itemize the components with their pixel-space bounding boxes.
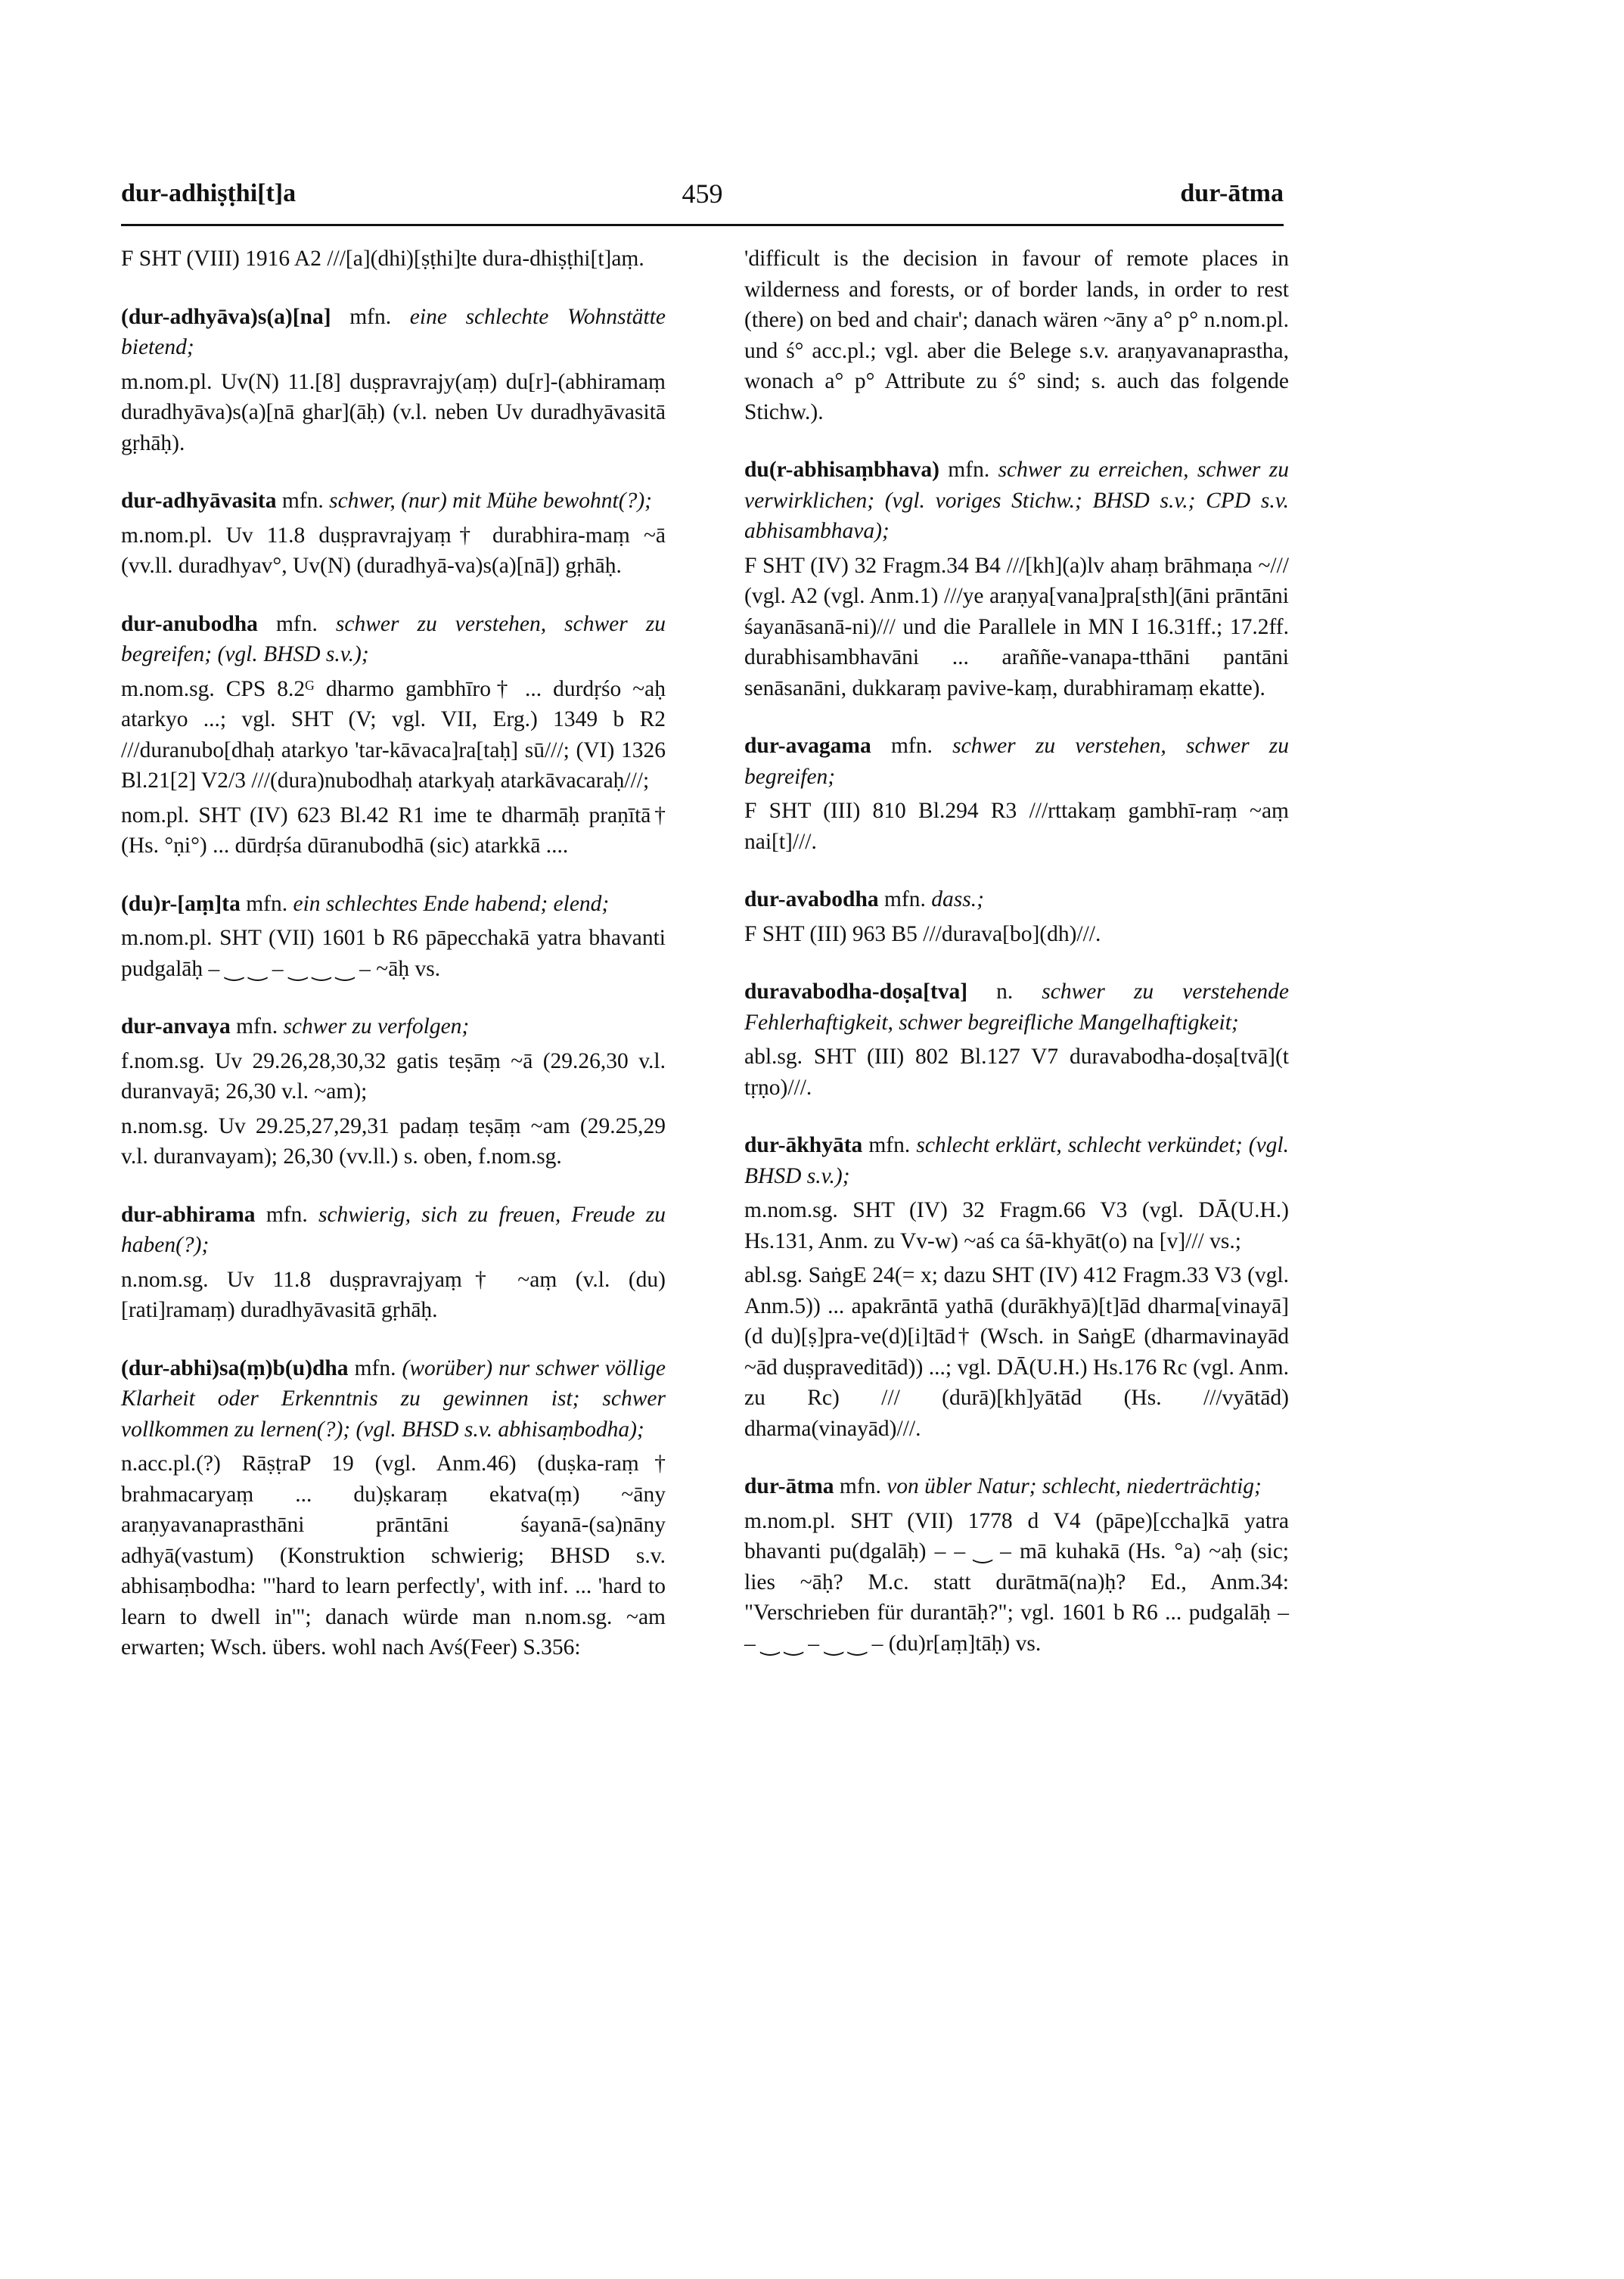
citation-text: F SHT (III) 963 B5 ///durava[bo](dh)///. xyxy=(744,921,1101,946)
entry-lemma-line xyxy=(121,302,666,363)
left-column xyxy=(121,244,666,1691)
running-head-right: dur-ātma xyxy=(1180,179,1284,207)
part-of-speech: mfn. xyxy=(236,1014,278,1039)
part-of-speech: mfn. xyxy=(275,611,318,636)
dictionary-entry xyxy=(121,1200,666,1326)
citation-text: nom.pl. SHT (IV) 623 Bl.42 R1 ime te dharmāḥ praṇītā† (Hs. °ṇi°) ... dūrdṛśa dūranubodhā (sic) atarkkā .... xyxy=(121,803,666,858)
dictionary-entry xyxy=(121,1353,666,1663)
headword: (dur-abhi)sa(ṃ)b(u)dha xyxy=(121,1355,349,1380)
citation-text: f.nom.sg. Uv 29.26,28,30,32 gatis teṣāṃ ~ā (29.26,30 v.l. duranvayā; 26,30 v.l. ~am); xyxy=(121,1048,666,1104)
definition: von übler Natur; schlecht, niederträchtig; xyxy=(887,1474,1262,1498)
citation-text: m.nom.sg. CPS 8.2ᴳ dharmo gambhīro† ... durdṛśo ~aḥ atarkyo ...; vgl. SHT (V; vgl. VII, Erg.) 1349 b R2 ///duranubo[dhaḥ atarkyo 'tar-kāvaca]ra[taḥ] sū///; (VI) 1326 Bl.21[2] V2/3 ///(dura)nubodhaḥ atarkyaḥ atarkāvacaraḥ///; xyxy=(121,676,666,793)
part-of-speech: mfn. xyxy=(883,887,926,911)
definition: schwierig, sich zu freuen, Freude zu haben(?); xyxy=(121,1202,666,1257)
definition: schwer zu erreichen, schwer zu verwirklichen; (vgl. voriges Stichw.; BHSD s.v.; CPD s.v. abhisambhava); xyxy=(744,458,1289,543)
dictionary-entry xyxy=(744,1130,1289,1444)
entry-lemma-line xyxy=(744,455,1289,547)
entry-lemma-line xyxy=(744,1130,1289,1191)
headword: dur-avagama xyxy=(744,734,871,758)
dictionary-entry xyxy=(744,1471,1289,1659)
citation-text: m.nom.pl. Uv 11.8 duṣpravrajyaṃ† durabhira-maṃ ~ā (vv.ll. duradhyav°, Uv(N) (duradhyā-va)s(a)[nā]) gṛhāḥ. xyxy=(121,523,666,578)
citation-text: m.nom.pl. Uv(N) 11.[8] duṣpravrajy(aṃ) du[r]-(abhiramaṃ duradhyāva)s(a)[nā ghar](āḥ) (v.l. neben Uv duradhyāvasitā gṛhāḥ). xyxy=(121,369,666,455)
citation-text: F SHT (IV) 32 Fragm.34 B4 ///[kh](a)lv ahaṃ brāhmaṇa ~/// (vgl. A2 (vgl. Anm.1) ///ye araṇya[vana]pra[sth](āni prāntāni śayanāsanā-ni)/// und die Parallele in MN I 16.31ff.; 17.2ff. durabhisambhavāni ... araññe-vanapa-tthāni pantāni senāsanāni, dukkaraṃ pavive-kaṃ, durabhiramaṃ ekatte). xyxy=(744,553,1289,700)
entry-lemma-line xyxy=(121,889,666,920)
definition: schwer zu verstehen, schwer zu begreifen; (vgl. BHSD s.v.); xyxy=(121,611,666,666)
citation-text: abl.sg. SHT (III) 802 Bl.127 V7 duravabodha-doṣa[tvā](t tṛṇo)///. xyxy=(744,1045,1289,1100)
part-of-speech: mfn. xyxy=(354,1355,396,1380)
entry-lemma-line xyxy=(744,976,1289,1038)
dictionary-entry xyxy=(121,889,666,985)
definition: schwer zu verstehen, schwer zu begreifen; xyxy=(744,734,1290,789)
definition: ein schlechtes Ende habend; elend; xyxy=(293,891,610,916)
dictionary-entry xyxy=(121,244,666,275)
definition: (worüber) nur schwer völlige Klarheit oder Erkenntnis zu gewinnen ist; schwer vollkommen zu lernen(?); (vgl. BHSD s.v. abhisaṃbodha); xyxy=(121,1355,666,1442)
part-of-speech: mfn. xyxy=(246,891,288,916)
dictionary-entry xyxy=(744,884,1289,949)
part-of-speech: mfn. xyxy=(839,1474,881,1498)
dictionary-entry xyxy=(744,976,1289,1103)
headword: dur-adhyāvasita xyxy=(121,489,277,513)
right-column xyxy=(744,244,1289,1686)
entry-lemma-line xyxy=(744,731,1289,792)
citation-text: F SHT (VIII) 1916 A2 ///[a](dhi)[ṣṭhi]te dura-dhiṣṭhi[t]aṃ. xyxy=(121,247,644,271)
dictionary-entry xyxy=(121,486,666,582)
part-of-speech: mfn. xyxy=(890,734,933,758)
dictionary-entry xyxy=(744,244,1289,427)
definition: eine schlechte Wohnstätte bietend; xyxy=(121,304,666,359)
dictionary-entry xyxy=(121,302,666,459)
headword: dur-abhirama xyxy=(121,1202,256,1227)
entry-lemma-line xyxy=(121,1200,666,1261)
entry-lemma-line xyxy=(121,486,666,517)
entry-lemma-line xyxy=(744,884,1289,915)
definition: dass.; xyxy=(931,887,984,911)
definition: schwer zu verstehende Fehlerhaftigkeit, schwer begreifliche Mangelhaftigkeit; xyxy=(744,980,1289,1035)
headword: (du)r-[aṃ]ta xyxy=(121,891,241,916)
citation-text: n.acc.pl.(?) RāṣṭraP 19 (vgl. Anm.46) (duṣka-raṃ† brahmacaryaṃ ... du)ṣkaraṃ ekatva(ṃ) ~āny araṇyavanaprasthāni prāntāni śayanā-(sa)nāny adhyā(vastum) (Konstruktion schwierig; BHSD s.v. abhisaṃbodha: "'hard to learn perfectly', with inf. ... 'hard to learn to dwell in'"; danach würde man n.nom.sg. ~am erwarten; Wsch. übers. wohl nach Avś(Feer) S.356: xyxy=(121,1452,666,1660)
citation-text: 'difficult is the decision in favour of remote places in wilderness and forests, or of border lands, in order to rest (there) on bed and chair'; danach wären ~āny a° p° n.nom.pl. und ś° acc.pl.; vgl. aber die Belege s.v. araṇyavanaprastha, wonach a° p° Attribute zu ś° sind; s. auch das folgende Stichw.). xyxy=(744,247,1289,424)
citation-text: m.nom.sg. SHT (IV) 32 Fragm.66 V3 (vgl. DĀ(U.H.) Hs.131, Anm. zu Vv-w) ~aś ca śā-khyāt(o) na [v]/// vs.; xyxy=(744,1198,1289,1253)
part-of-speech: mfn. xyxy=(868,1133,911,1157)
headword: dur-ātma xyxy=(744,1474,834,1498)
headword: (dur-adhyāva)s(a)[na] xyxy=(121,304,331,329)
headword: dur-anvaya xyxy=(121,1014,231,1039)
entry-lemma-line xyxy=(121,1011,666,1042)
citation-text: m.nom.pl. SHT (VII) 1778 d V4 (pāpe)[ccha]kā yatra bhavanti pu(dgalāḥ) ‒ ‒ ‿ ‒ mā kuhakā (Hs. °a) ~aḥ (sic; lies ~āḥ? M.c. statt durātmā(na)ḥ? Ed., Anm.34: "Verschrieben für durantāḥ?"; vgl. 1601 b R6 ... pudgalāḥ ‒ ‒ ‿ ‿ ‒ ‿ ‿ ‒ (du)r[aṃ]tāḥ) vs. xyxy=(744,1508,1289,1656)
citation-text: abl.sg. SaṅgE 24(= x; dazu SHT (IV) 412 Fragm.33 V3 (vgl. Anm.5)) ... apakrāntā yathā (durākhyā)[t]ād dharma[vinayā](d du)[ṣ]pra-ve(d)[i]tād† (Wsch. in SaṅgE (dharmavinayād ~ād duṣpraveditād)) ...; vgl. DĀ(U.H.) Hs.176 Rc (vgl. Anm. zu Rc) /// (durā)[kh]yātād (Hs. ///vyātād) dharma(vinayād)///. xyxy=(744,1263,1289,1441)
headword: du(r-abhisaṃbhava) xyxy=(744,458,939,482)
entry-lemma-line xyxy=(121,609,666,670)
part-of-speech: mfn. xyxy=(281,489,324,513)
dictionary-entry xyxy=(744,731,1289,857)
page-number: 459 xyxy=(682,179,723,209)
dictionary-entry xyxy=(121,609,666,862)
dictionary-entry xyxy=(121,1011,666,1172)
headword: dur-ākhyāta xyxy=(744,1133,863,1157)
citation-text: n.nom.sg. Uv 11.8 duṣpravrajyaṃ† ~aṃ (v.l. (du)[rati]ramaṃ) duradhyāvasitā gṛhāḥ. xyxy=(121,1267,666,1322)
citation-text: F SHT (III) 810 Bl.294 R3 ///rttakaṃ gambhī-raṃ ~aṃ nai[t]///. xyxy=(744,799,1289,854)
part-of-speech: mfn. xyxy=(265,1202,308,1227)
citation-text: n.nom.sg. Uv 29.25,27,29,31 padaṃ teṣāṃ ~am (29.25,29 v.l. duranvayam); 26,30 (vv.ll.) s. oben, f.nom.sg. xyxy=(121,1113,666,1169)
part-of-speech: n. xyxy=(996,980,1014,1004)
headword: duravabodha-doṣa[tva] xyxy=(744,980,968,1004)
definition: schwer zu verfolgen; xyxy=(283,1014,470,1039)
page-header xyxy=(121,179,1284,226)
dictionary-entry xyxy=(744,455,1289,703)
headword: dur-anubodha xyxy=(121,611,258,636)
definition: schlecht erklärt, schlecht verkündet; (vgl. BHSD s.v.); xyxy=(744,1133,1289,1188)
entry-lemma-line xyxy=(744,1471,1289,1502)
citation-text: m.nom.pl. SHT (VII) 1601 b R6 pāpecchakā yatra bhavanti pudgalāḥ ‒ ‿ ‿ ‒ ‿ ‿ ‿ ‒ ~āḥ vs. xyxy=(121,926,666,981)
part-of-speech: mfn. xyxy=(349,304,392,329)
headword: dur-avabodha xyxy=(744,887,879,911)
entry-lemma-line xyxy=(121,1353,666,1445)
running-head-left: dur-adhiṣṭhi[t]a xyxy=(121,179,297,207)
part-of-speech: mfn. xyxy=(948,458,990,482)
definition: schwer, (nur) mit Mühe bewohnt(?); xyxy=(329,489,652,513)
